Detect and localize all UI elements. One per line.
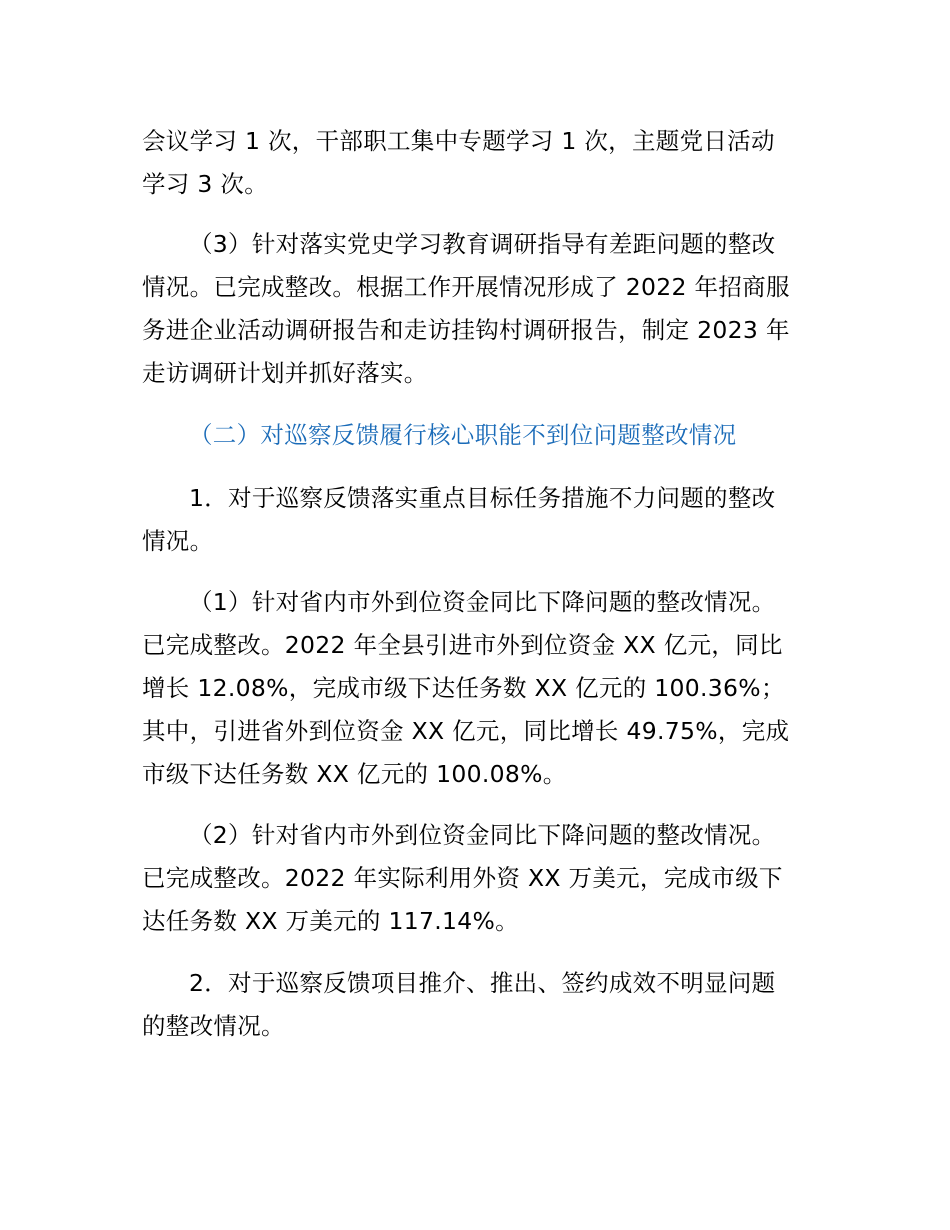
heading-line: （二）对巡察反馈履行核心职能不到位问题整改情况: [189, 421, 737, 449]
paragraph-line: 2．对于巡察反馈项目推介、推出、签约成效不明显问题: [189, 969, 776, 997]
paragraph-line: 已完成整改。2022 年全县引进市外到位资金 XX 亿元，同比: [142, 631, 783, 659]
paragraph-item-2-projects: [142, 962, 810, 1048]
paragraph-line: 学习 3 次。: [142, 170, 268, 198]
paragraph-line: 达任务数 XX 万美元的 117.14%。: [142, 907, 519, 935]
paragraph-line: 已完成整改。2022 年实际利用外资 XX 万美元，完成市级下: [142, 864, 783, 892]
paragraph-item-1-measures: [142, 477, 810, 563]
paragraph-line: 走访调研计划并抓好落实。: [142, 359, 428, 387]
paragraph-line: 务进企业活动调研报告和走访挂钩村调研报告，制定 2023 年: [142, 316, 790, 344]
section-heading-two: [142, 414, 810, 457]
paragraph-line: 的整改情况。: [142, 1012, 285, 1040]
paragraph-line: 其中，引进省外到位资金 XX 亿元，同比增长 49.75%，完成: [142, 717, 790, 745]
paragraph-line: （2）针对省内市外到位资金同比下降问题的整改情况。: [189, 821, 776, 849]
paragraph-item-3-research: [142, 223, 810, 395]
paragraph-line: 情况。已完成整改。根据工作开展情况形成了 2022 年招商服: [142, 273, 790, 301]
paragraph-subitem-1-funds: [142, 581, 810, 796]
paragraph-line: 情况。: [142, 527, 214, 555]
paragraph-line: 市级下达任务数 XX 亿元的 100.08%。: [142, 760, 567, 788]
paragraph-line: （1）针对省内市外到位资金同比下降问题的整改情况。: [189, 588, 776, 616]
paragraph-subitem-2-foreign-capital: [142, 814, 810, 943]
paragraph-line: （3）针对落实党史学习教育调研指导有差距问题的整改: [189, 230, 776, 258]
paragraph-line: 增长 12.08%，完成市级下达任务数 XX 亿元的 100.36%；: [142, 674, 785, 702]
paragraph-study-count: [142, 120, 810, 206]
paragraph-line: 会议学习 1 次，干部职工集中专题学习 1 次，主题党日活动: [142, 127, 775, 155]
paragraph-line: 1．对于巡察反馈落实重点目标任务措施不力问题的整改: [189, 484, 776, 512]
